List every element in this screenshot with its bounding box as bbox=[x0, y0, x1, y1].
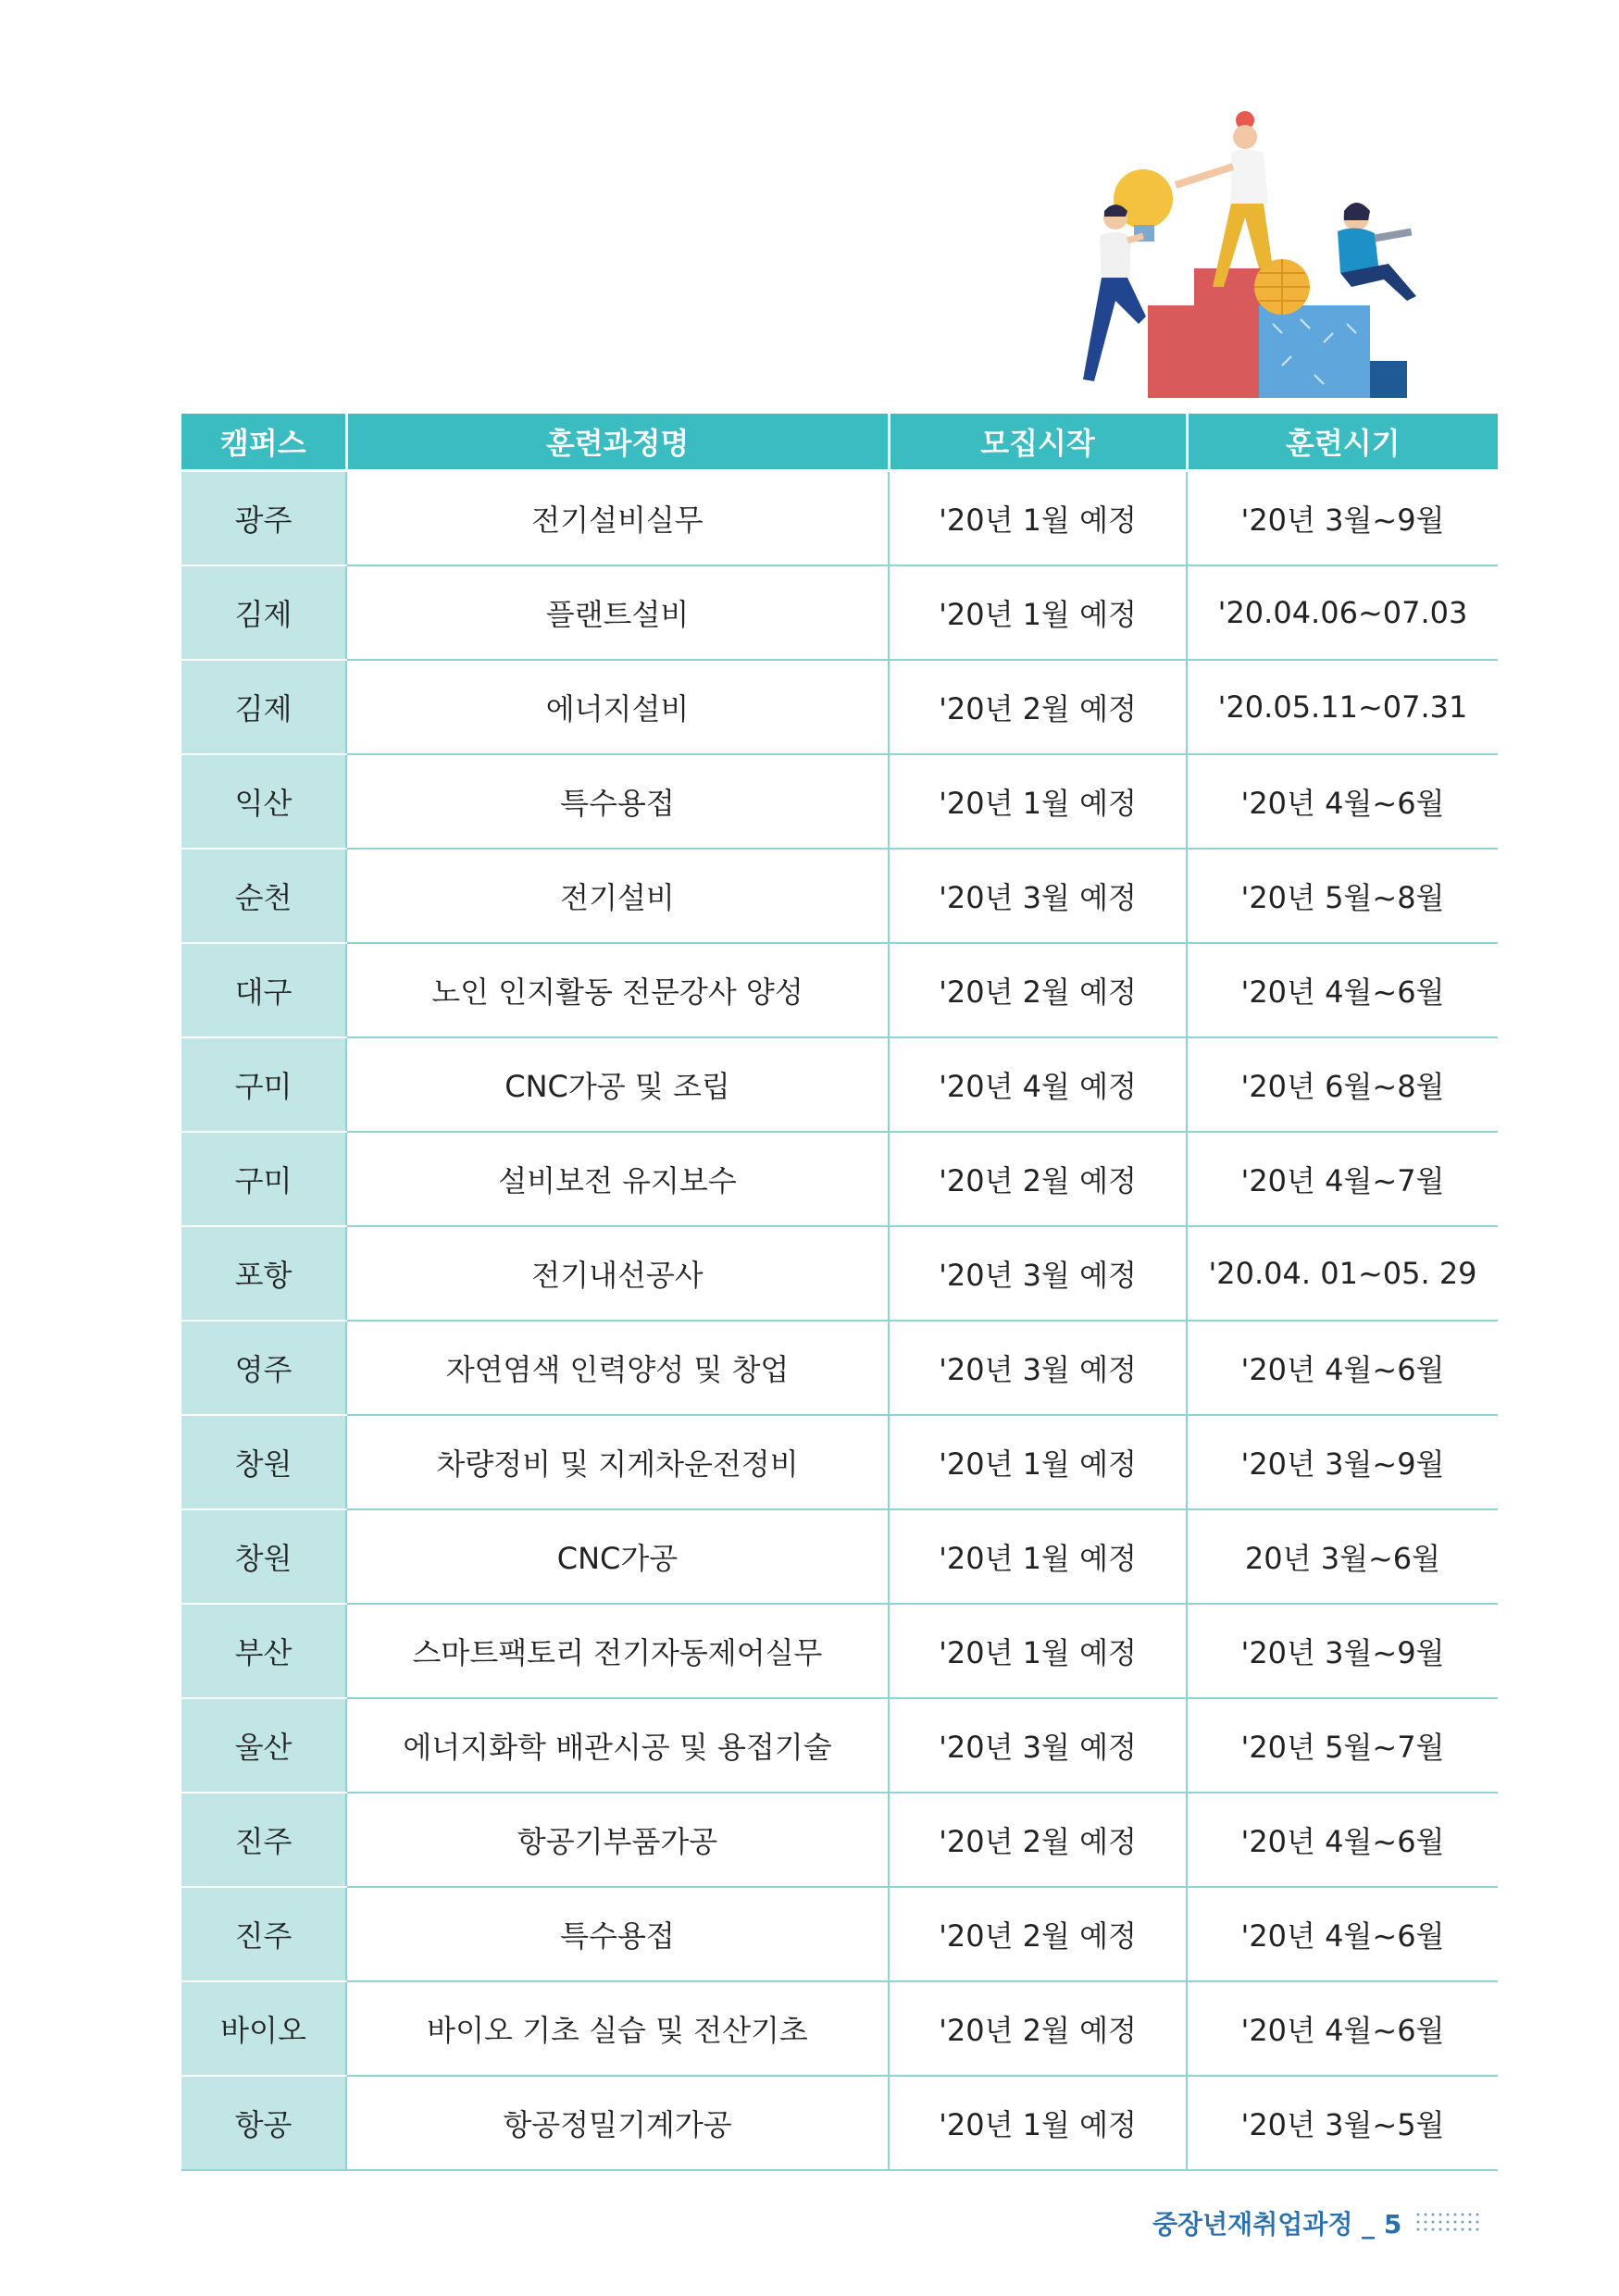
training-period-cell: '20년 6월~8월 bbox=[1187, 1037, 1498, 1132]
campus-cell: 창원 bbox=[181, 1509, 346, 1604]
training-period-cell: '20년 5월~8월 bbox=[1187, 849, 1498, 943]
footer-page-label: 중장년재취업과정 _ 5 bbox=[1152, 2209, 1402, 2240]
teamwork-illustration bbox=[1074, 102, 1481, 407]
campus-cell: 항공 bbox=[181, 2076, 346, 2170]
recruit-start-cell: '20년 4월 예정 bbox=[889, 1037, 1187, 1132]
training-schedule-table bbox=[181, 414, 1498, 2171]
dot-grid-icon bbox=[1414, 2211, 1481, 2235]
course-name-cell: 바이오 기초 실습 및 전산기초 bbox=[346, 1981, 889, 2076]
course-name-cell: 에너지화학 배관시공 및 용접기술 bbox=[346, 1698, 889, 1793]
training-period-cell: '20년 4월~6월 bbox=[1187, 754, 1498, 849]
course-name-cell: 노인 인지활동 전문강사 양성 bbox=[346, 943, 889, 1037]
campus-cell: 대구 bbox=[181, 943, 346, 1037]
course-name-cell: 특수용접 bbox=[346, 1887, 889, 1981]
training-period-cell: 20년 3월~6월 bbox=[1187, 1509, 1498, 1604]
campus-cell: 구미 bbox=[181, 1132, 346, 1226]
training-period-cell: '20년 4월~6월 bbox=[1187, 943, 1498, 1037]
table-row bbox=[181, 849, 1498, 943]
course-name-cell: 차량정비 및 지게차운전정비 bbox=[346, 1415, 889, 1509]
recruit-start-cell: '20년 2월 예정 bbox=[889, 1132, 1187, 1226]
table-row bbox=[181, 1132, 1498, 1226]
course-name-cell: 에너지설비 bbox=[346, 660, 889, 754]
campus-cell: 구미 bbox=[181, 1037, 346, 1132]
campus-cell: 광주 bbox=[181, 471, 346, 566]
course-name-cell: 전기내선공사 bbox=[346, 1226, 889, 1321]
campus-cell: 울산 bbox=[181, 1698, 346, 1793]
training-period-cell: '20.05.11~07.31 bbox=[1187, 660, 1498, 754]
table-body bbox=[181, 471, 1498, 2171]
campus-cell: 익산 bbox=[181, 754, 346, 849]
recruit-start-cell: '20년 1월 예정 bbox=[889, 565, 1187, 660]
table-row bbox=[181, 565, 1498, 660]
training-period-cell: '20년 3월~9월 bbox=[1187, 1604, 1498, 1698]
table-row bbox=[181, 471, 1498, 566]
recruit-start-cell: '20년 3월 예정 bbox=[889, 849, 1187, 943]
training-period-cell: '20년 3월~9월 bbox=[1187, 1415, 1498, 1509]
campus-cell: 바이오 bbox=[181, 1981, 346, 2076]
table-row bbox=[181, 1509, 1498, 1604]
table-row bbox=[181, 1793, 1498, 1887]
table-row bbox=[181, 1226, 1498, 1321]
recruit-start-cell: '20년 2월 예정 bbox=[889, 660, 1187, 754]
table-row bbox=[181, 2076, 1498, 2170]
campus-cell: 창원 bbox=[181, 1415, 346, 1509]
course-name-cell: 전기설비실무 bbox=[346, 471, 889, 566]
recruit-start-cell: '20년 1월 예정 bbox=[889, 2076, 1187, 2170]
table-row bbox=[181, 1321, 1498, 1415]
table-row bbox=[181, 1604, 1498, 1698]
table-header-row bbox=[181, 414, 1498, 471]
training-period-cell: '20년 5월~7월 bbox=[1187, 1698, 1498, 1793]
recruit-start-cell: '20년 3월 예정 bbox=[889, 1321, 1187, 1415]
table-row bbox=[181, 943, 1498, 1037]
course-name-cell: 전기설비 bbox=[346, 849, 889, 943]
table-row bbox=[181, 1887, 1498, 1981]
table-row bbox=[181, 660, 1498, 754]
course-name-cell: 설비보전 유지보수 bbox=[346, 1132, 889, 1226]
table-row bbox=[181, 1037, 1498, 1132]
training-period-cell: '20년 4월~6월 bbox=[1187, 1981, 1498, 2076]
recruit-start-cell: '20년 1월 예정 bbox=[889, 1509, 1187, 1604]
recruit-start-cell: '20년 3월 예정 bbox=[889, 1698, 1187, 1793]
recruit-start-cell: '20년 1월 예정 bbox=[889, 1415, 1187, 1509]
recruit-start-cell: '20년 1월 예정 bbox=[889, 754, 1187, 849]
campus-cell: 진주 bbox=[181, 1793, 346, 1887]
table-row bbox=[181, 1698, 1498, 1793]
training-period-cell: '20년 3월~5월 bbox=[1187, 2076, 1498, 2170]
course-name-cell: CNC가공 bbox=[346, 1509, 889, 1604]
campus-cell: 진주 bbox=[181, 1887, 346, 1981]
campus-cell: 포항 bbox=[181, 1226, 346, 1321]
course-name-cell: 특수용접 bbox=[346, 754, 889, 849]
training-period-cell: '20년 4월~6월 bbox=[1187, 1887, 1498, 1981]
training-period-cell: '20년 3월~9월 bbox=[1187, 471, 1498, 566]
course-name-cell: 스마트팩토리 전기자동제어실무 bbox=[346, 1604, 889, 1698]
course-name-cell: CNC가공 및 조립 bbox=[346, 1037, 889, 1132]
header-training-period: 훈련시기 bbox=[1187, 414, 1498, 471]
campus-cell: 김제 bbox=[181, 565, 346, 660]
recruit-start-cell: '20년 2월 예정 bbox=[889, 1793, 1187, 1887]
course-name-cell: 항공기부품가공 bbox=[346, 1793, 889, 1887]
training-period-cell: '20년 4월~6월 bbox=[1187, 1793, 1498, 1887]
course-name-cell: 플랜트설비 bbox=[346, 565, 889, 660]
course-name-cell: 항공정밀기계가공 bbox=[346, 2076, 889, 2170]
header-course-name: 훈련과정명 bbox=[346, 414, 889, 471]
campus-cell: 김제 bbox=[181, 660, 346, 754]
training-period-cell: '20년 4월~7월 bbox=[1187, 1132, 1498, 1226]
table-row bbox=[181, 1415, 1498, 1509]
campus-cell: 영주 bbox=[181, 1321, 346, 1415]
page-footer bbox=[1152, 2203, 1481, 2243]
recruit-start-cell: '20년 3월 예정 bbox=[889, 1226, 1187, 1321]
table-row bbox=[181, 754, 1498, 849]
training-period-cell: '20.04.06~07.03 bbox=[1187, 565, 1498, 660]
header-campus: 캠퍼스 bbox=[181, 414, 346, 471]
table-row bbox=[181, 1981, 1498, 2076]
recruit-start-cell: '20년 1월 예정 bbox=[889, 471, 1187, 566]
training-period-cell: '20.04. 01~05. 29 bbox=[1187, 1226, 1498, 1321]
header-recruit-start: 모집시작 bbox=[889, 414, 1187, 471]
recruit-start-cell: '20년 2월 예정 bbox=[889, 1887, 1187, 1981]
course-name-cell: 자연염색 인력양성 및 창업 bbox=[346, 1321, 889, 1415]
recruit-start-cell: '20년 2월 예정 bbox=[889, 943, 1187, 1037]
recruit-start-cell: '20년 2월 예정 bbox=[889, 1981, 1187, 2076]
training-period-cell: '20년 4월~6월 bbox=[1187, 1321, 1498, 1415]
recruit-start-cell: '20년 1월 예정 bbox=[889, 1604, 1187, 1698]
campus-cell: 부산 bbox=[181, 1604, 346, 1698]
campus-cell: 순천 bbox=[181, 849, 346, 943]
